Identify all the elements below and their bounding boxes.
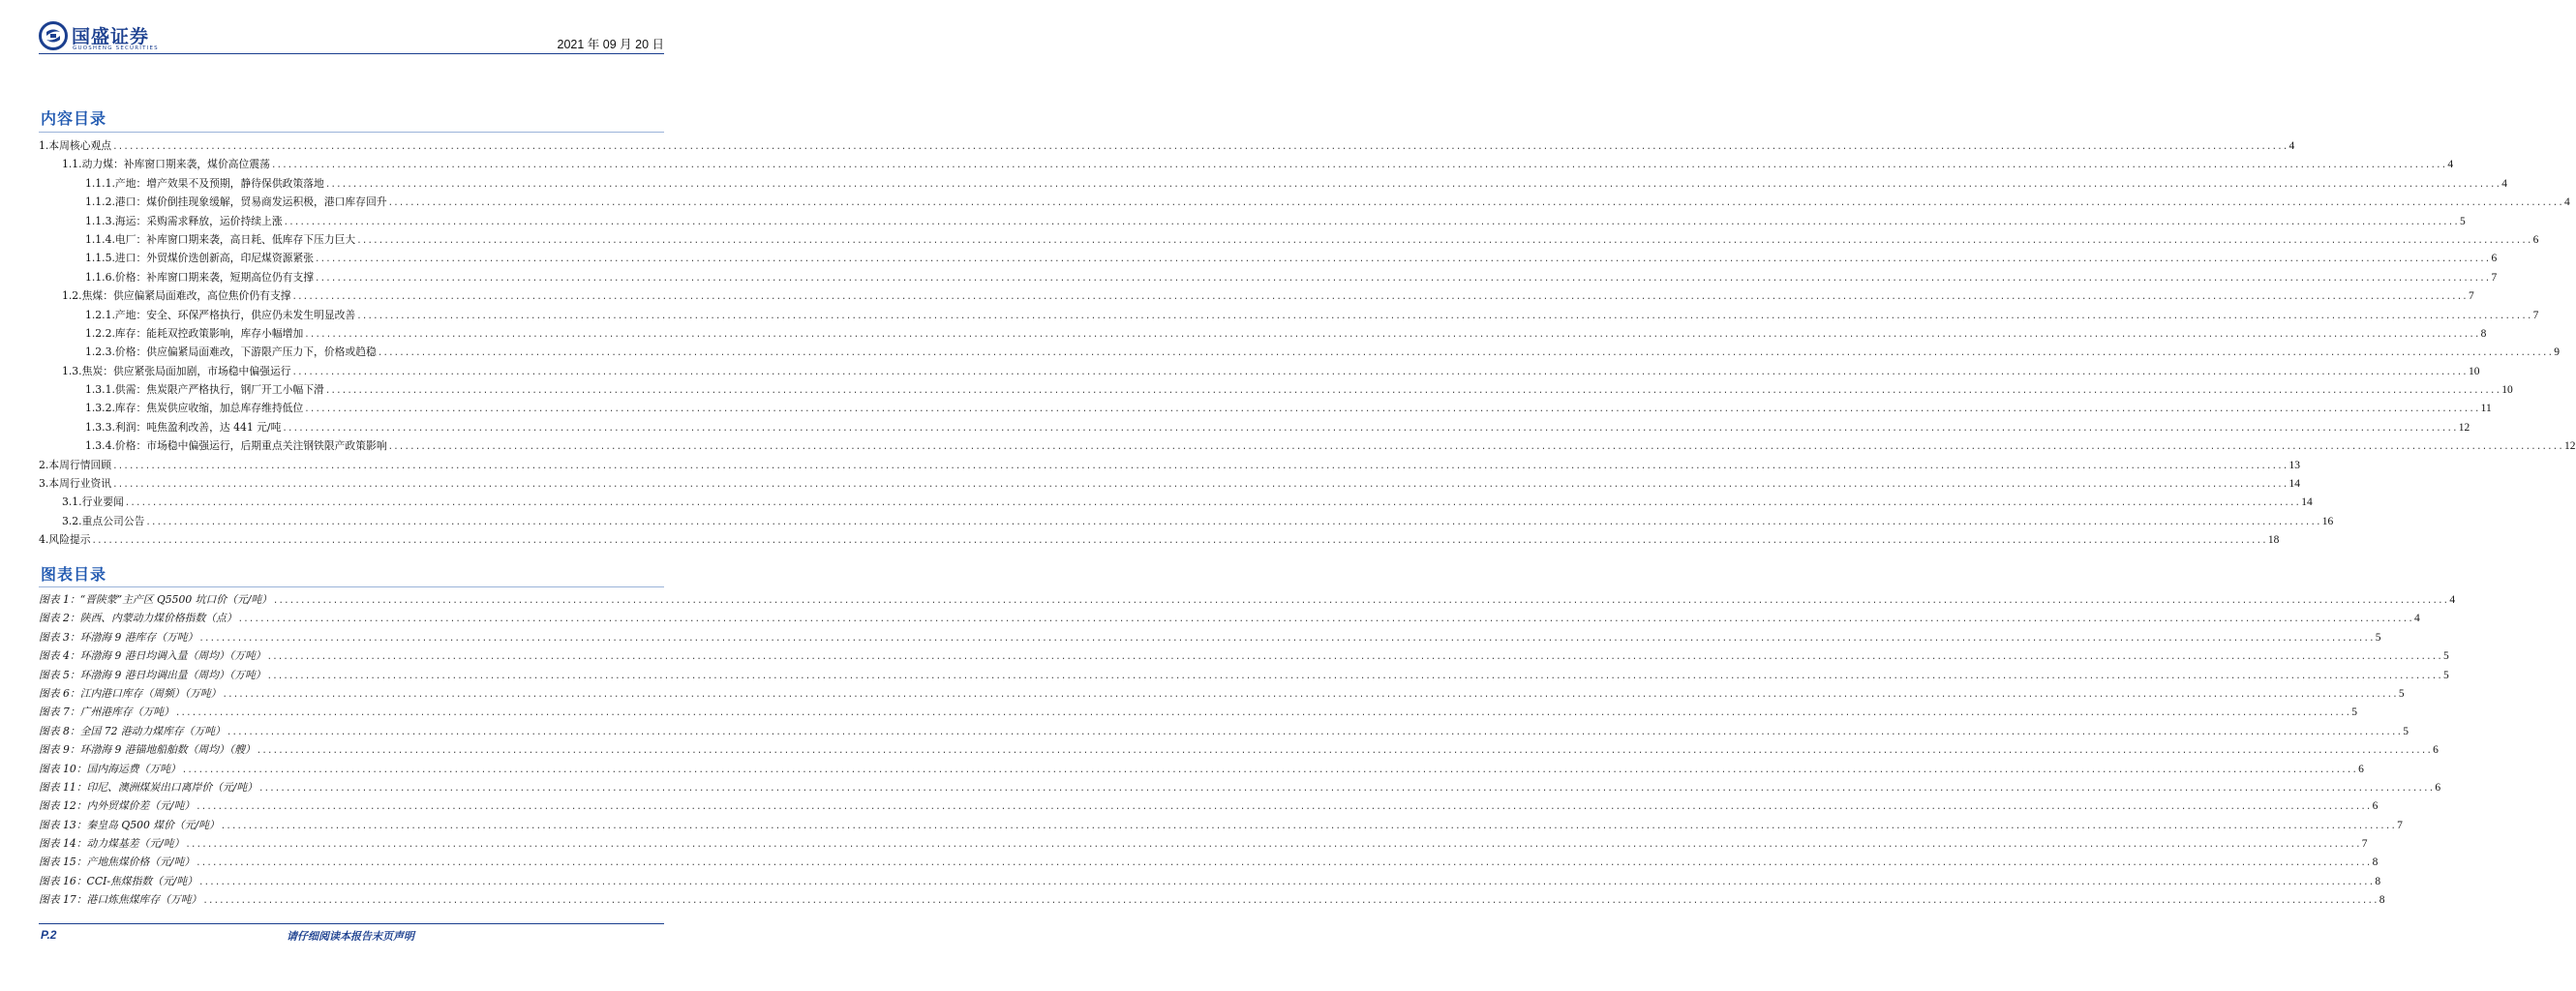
figure-entry[interactable] [39, 740, 2439, 759]
figure-entry-title: 图表 12：内外贸煤价差（元/吨） [39, 799, 196, 813]
brand-name: 国盛证券 [72, 26, 150, 47]
figure-entry[interactable] [39, 760, 2364, 778]
figure-entry-page: 6 [2435, 781, 2441, 794]
toc-entry-title: 1.1.3.海运：采购需求释放，运价持续上涨 [85, 214, 283, 227]
toc-entry-page: 12 [2564, 440, 2576, 453]
toc-entry[interactable] [39, 212, 2466, 230]
figure-entry-title: 图表 11：印尼、澳洲煤炭出口离岸价（元/吨） [39, 780, 258, 794]
toc-entry[interactable] [39, 343, 2560, 361]
dot-leader: ................................................................................................................................................................................................................................................................................................................................................................................................................ [202, 896, 2379, 907]
toc-entry-page: 4 [2564, 196, 2570, 209]
dot-leader: ................................................................................................................................................................................................................................................................................................................................................................................................................ [356, 235, 2532, 246]
toc-entry[interactable] [39, 493, 2313, 511]
toc-entry-title: 1.2.1.产地：安全、环保严格执行，供应仍未发生明显改善 [85, 308, 356, 321]
figure-entry-page: 5 [2403, 725, 2409, 737]
figure-entry-title: 图表 16：CCI-焦煤指数（元/吨） [39, 874, 198, 887]
dot-leader: ................................................................................................................................................................................................................................................................................................................................................................................................................ [377, 348, 2554, 359]
figure-entry[interactable] [39, 646, 2449, 665]
figure-entry-title: 图表 10：国内海运费（万吨） [39, 762, 181, 775]
toc-entry-page: 7 [2468, 290, 2474, 303]
toc-entry[interactable] [39, 418, 2470, 436]
dot-leader: ................................................................................................................................................................................................................................................................................................................................................................................................................ [387, 198, 2564, 209]
toc-entry-title: 1.本周核心观点 [39, 139, 112, 152]
toc-entry-title: 1.1.动力煤：补库窗口期来袭，煤价高位震荡 [62, 158, 270, 171]
toc-entry-title: 1.3.焦炭：供应紧张局面加剧，市场稳中偏强运行 [62, 364, 291, 377]
dot-leader: ................................................................................................................................................................................................................................................................................................................................................................................................................ [272, 596, 2449, 606]
figure-entry-page: 6 [2358, 763, 2364, 775]
figure-entry-title: 图表 2：陕西、内蒙动力煤价格指数（点） [39, 612, 237, 625]
dot-leader: ................................................................................................................................................................................................................................................................................................................................................................................................................ [91, 536, 2267, 547]
toc-entry-page: 10 [2501, 384, 2513, 397]
report-date: 2021 年 09 月 20 日 [557, 38, 664, 51]
figure-entry-title: 图表 13：秦皇岛 Q500 煤价（元/吨） [39, 818, 220, 831]
figure-entry-title: 图表 3：环渤海 9 港库存（万吨） [39, 630, 198, 644]
toc-entry-page: 4 [2288, 140, 2295, 152]
figure-entry-page: 8 [2375, 875, 2381, 887]
figure-entry-page: 5 [2442, 650, 2449, 663]
figure-entry-page: 5 [2375, 631, 2381, 644]
dot-leader: ................................................................................................................................................................................................................................................................................................................................................................................................................ [124, 498, 2301, 509]
dot-leader: ................................................................................................................................................................................................................................................................................................................................................................................................................ [356, 311, 2532, 321]
dot-leader: ................................................................................................................................................................................................................................................................................................................................................................................................................ [237, 615, 2414, 625]
toc-entry-page: 9 [2554, 346, 2560, 359]
figures-list [39, 590, 2456, 910]
figure-entry[interactable] [39, 609, 2420, 627]
figure-entry[interactable] [39, 816, 2403, 834]
figure-entry-title: 图表 6：江内港口库存（周频）（万吨） [39, 686, 222, 700]
dot-leader: ................................................................................................................................................................................................................................................................................................................................................................................................................ [256, 746, 2433, 757]
toc-list [39, 136, 2576, 550]
dot-leader: ................................................................................................................................................................................................................................................................................................................................................................................................................ [270, 161, 2447, 171]
toc-entry-title: 3.2.重点公司公告 [62, 514, 145, 527]
figure-entry[interactable] [39, 778, 2441, 796]
toc-entry[interactable] [39, 512, 2334, 530]
toc-entry-page: 4 [2501, 177, 2507, 190]
dot-leader: ................................................................................................................................................................................................................................................................................................................................................................................................................ [258, 783, 2435, 794]
toc-entry-title: 1.1.2.港口：煤价倒挂现象缓解，贸易商发运积极，港口库存回升 [85, 195, 387, 209]
footer-disclaimer: 请仔细阅读本报告末页声明 [287, 930, 414, 943]
toc-entry[interactable] [39, 362, 2480, 380]
dot-leader: ................................................................................................................................................................................................................................................................................................................................................................................................................ [324, 179, 2501, 190]
toc-entry-page: 14 [2288, 478, 2300, 491]
figure-entry[interactable] [39, 703, 2358, 721]
dot-leader: ................................................................................................................................................................................................................................................................................................................................................................................................................ [174, 708, 2351, 719]
figure-entry-title: 图表 15：产地焦煤价格（元/吨） [39, 856, 196, 869]
dot-leader: ................................................................................................................................................................................................................................................................................................................................................................................................................ [181, 765, 2358, 775]
dot-leader: ................................................................................................................................................................................................................................................................................................................................................................................................................ [220, 821, 2397, 831]
toc-entry[interactable] [39, 230, 2539, 249]
toc-entry-page: 8 [2480, 327, 2487, 340]
toc-entry-page: 5 [2460, 215, 2466, 227]
dot-leader: ................................................................................................................................................................................................................................................................................................................................................................................................................ [282, 423, 2458, 434]
toc-entry-page: 7 [2532, 309, 2539, 321]
guosheng-logo-icon [39, 21, 68, 50]
figure-entry-page: 7 [2361, 838, 2368, 851]
figure-entry-page: 5 [2351, 706, 2358, 719]
toc-entry[interactable] [39, 324, 2487, 343]
dot-leader: ................................................................................................................................................................................................................................................................................................................................................................................................................ [304, 329, 2480, 340]
toc-entry-title: 1.1.4.电厂：补库窗口期来袭，高日耗、低库存下压力巨大 [85, 232, 356, 246]
toc-entry-title: 3.1.行业要闻 [62, 496, 124, 509]
toc-entry[interactable] [39, 155, 2454, 173]
figure-entry-page: 8 [2379, 894, 2385, 907]
toc-entry-title: 4.风险提示 [39, 533, 91, 547]
dot-leader: ................................................................................................................................................................................................................................................................................................................................................................................................................ [226, 727, 2403, 737]
dot-leader: ................................................................................................................................................................................................................................................................................................................................................................................................................ [315, 255, 2491, 265]
toc-entry-title: 1.2.3.价格：供应偏紧局面难改，下游限产压力下，价格或趋稳 [85, 345, 377, 359]
footer-divider [39, 923, 664, 924]
dot-leader: ................................................................................................................................................................................................................................................................................................................................................................................................................ [112, 480, 2288, 491]
dot-leader: ................................................................................................................................................................................................................................................................................................................................................................................................................ [266, 652, 2442, 663]
toc-entry[interactable] [39, 136, 2295, 155]
dot-leader: ................................................................................................................................................................................................................................................................................................................................................................................................................ [315, 273, 2491, 284]
toc-entry-title: 1.2.2.库存：能耗双控政策影响，库存小幅增加 [85, 326, 304, 340]
figure-entry[interactable] [39, 853, 2379, 871]
figure-entry-title: 图表 1：“晋陕蒙”主产区 Q5500 坑口价（元/吨） [39, 593, 272, 606]
dot-leader: ................................................................................................................................................................................................................................................................................................................................................................................................................ [291, 292, 2468, 303]
toc-entry-page: 13 [2288, 459, 2300, 471]
toc-entry-title: 3.本周行业资讯 [39, 477, 112, 491]
toc-entry[interactable] [39, 456, 2300, 474]
toc-entry-title: 1.3.3.利润：吨焦盈利改善，达 441 元/吨 [85, 420, 282, 434]
toc-entry[interactable] [39, 436, 2576, 455]
toc-entry-page: 12 [2458, 421, 2470, 434]
toc-entry-page: 6 [2532, 233, 2539, 246]
toc-entry-title: 1.1.6.价格：补库窗口期来袭，短期高位仍有支撑 [85, 270, 315, 284]
toc-entry[interactable] [39, 306, 2539, 324]
toc-entry-title: 2.本周行情回顾 [39, 458, 112, 471]
figure-entry-page: 4 [2414, 613, 2420, 625]
dot-leader: ................................................................................................................................................................................................................................................................................................................................................................................................................ [196, 858, 2372, 869]
header-divider [39, 53, 664, 54]
figure-entry-page: 8 [2372, 856, 2379, 869]
dot-leader: ................................................................................................................................................................................................................................................................................................................................................................................................................ [196, 802, 2372, 813]
figure-entry-title: 图表 8：全国 72 港动力煤库存（万吨） [39, 724, 226, 737]
toc-entry-title: 1.3.4.价格：市场稳中偏强运行，后期重点关注钢铁限产政策影响 [85, 439, 387, 453]
figure-entry-title: 图表 4：环渤海 9 港日均调入量（周均）（万吨） [39, 649, 266, 663]
figures-title: 图表目录 [41, 565, 107, 584]
dot-leader: ................................................................................................................................................................................................................................................................................................................................................................................................................ [324, 386, 2501, 397]
dot-leader: ................................................................................................................................................................................................................................................................................................................................................................................................................ [198, 633, 2375, 644]
toc-entry[interactable] [39, 174, 2507, 193]
page-header [39, 19, 664, 54]
figure-entry[interactable] [39, 872, 2381, 890]
figure-entry-title: 图表 17：港口炼焦煤库存（万吨） [39, 893, 202, 907]
toc-entry-title: 1.3.1.供需：焦炭限产严格执行，钢厂开工小幅下滑 [85, 383, 324, 397]
figure-entry[interactable] [39, 722, 2409, 740]
toc-entry-page: 11 [2480, 403, 2492, 415]
figure-entry-title: 图表 14：动力煤基差（元/吨） [39, 837, 185, 851]
toc-entry[interactable] [39, 380, 2513, 399]
page-number: P.2 [41, 928, 57, 942]
figure-entry-page: 5 [2398, 687, 2405, 700]
toc-entry-title: 1.2.焦煤：供应偏紧局面难改，高位焦价仍有支撑 [62, 289, 291, 303]
figure-entry-title: 图表 9：环渤海 9 港锚地船舶数（周均）（艘） [39, 743, 256, 757]
toc-entry[interactable] [39, 268, 2498, 286]
dot-leader: ................................................................................................................................................................................................................................................................................................................................................................................................................ [266, 671, 2442, 681]
figure-entry-page: 4 [2449, 594, 2456, 606]
toc-entry-title: 1.1.5.进口：外贸煤价迭创新高，印尼煤资源紧张 [85, 252, 315, 265]
toc-title: 内容目录 [41, 109, 107, 128]
brand-name-en: GUOSHENG SECURITIES [73, 45, 159, 51]
dot-leader: ................................................................................................................................................................................................................................................................................................................................................................................................................ [185, 840, 2361, 851]
figure-entry-title: 图表 5：环渤海 9 港日均调出量（周均）（万吨） [39, 668, 266, 681]
toc-entry[interactable] [39, 474, 2300, 493]
dot-leader: ................................................................................................................................................................................................................................................................................................................................................................................................................ [283, 217, 2460, 227]
dot-leader: ................................................................................................................................................................................................................................................................................................................................................................................................................ [145, 517, 2321, 527]
figure-entry[interactable] [39, 666, 2449, 684]
figure-entry[interactable] [39, 590, 2456, 609]
dot-leader: ................................................................................................................................................................................................................................................................................................................................................................................................................ [222, 689, 2398, 700]
toc-divider [39, 132, 664, 133]
dot-leader: ................................................................................................................................................................................................................................................................................................................................................................................................................ [112, 461, 2288, 471]
figure-entry[interactable] [39, 834, 2368, 853]
toc-entry-title: 1.1.1.产地：增产效果不及预期，静待保供政策落地 [85, 176, 324, 190]
figure-entry[interactable] [39, 796, 2379, 815]
figure-entry-page: 5 [2442, 669, 2449, 681]
figure-entry-page: 7 [2397, 819, 2403, 831]
dot-leader: ................................................................................................................................................................................................................................................................................................................................................................................................................ [198, 877, 2375, 887]
toc-entry[interactable] [39, 530, 2280, 549]
dot-leader: ................................................................................................................................................................................................................................................................................................................................................................................................................ [112, 142, 2288, 152]
figure-entry[interactable] [39, 890, 2385, 909]
toc-entry-page: 18 [2267, 534, 2280, 547]
figure-entry[interactable] [39, 684, 2405, 703]
toc-entry[interactable] [39, 399, 2492, 417]
dot-leader: ................................................................................................................................................................................................................................................................................................................................................................................................................ [387, 442, 2564, 453]
toc-entry[interactable] [39, 193, 2570, 211]
toc-entry-page: 7 [2491, 271, 2498, 284]
figure-entry[interactable] [39, 628, 2381, 646]
figure-entry-title: 图表 7：广州港库存（万吨） [39, 706, 174, 719]
toc-entry[interactable] [39, 249, 2498, 267]
toc-entry-title: 1.3.2.库存：焦炭供应收缩，加总库存维持低位 [85, 402, 304, 415]
toc-entry-page: 14 [2301, 496, 2313, 509]
toc-entry-page: 16 [2321, 515, 2334, 527]
toc-entry-page: 6 [2491, 253, 2498, 265]
toc-entry[interactable] [39, 286, 2474, 305]
figures-divider [39, 586, 664, 587]
figure-entry-page: 6 [2372, 800, 2379, 813]
figure-entry-page: 6 [2433, 744, 2439, 757]
toc-entry-page: 10 [2468, 365, 2480, 377]
toc-entry-page: 4 [2447, 159, 2454, 171]
dot-leader: ................................................................................................................................................................................................................................................................................................................................................................................................................ [291, 367, 2468, 377]
dot-leader: ................................................................................................................................................................................................................................................................................................................................................................................................................ [304, 405, 2480, 415]
